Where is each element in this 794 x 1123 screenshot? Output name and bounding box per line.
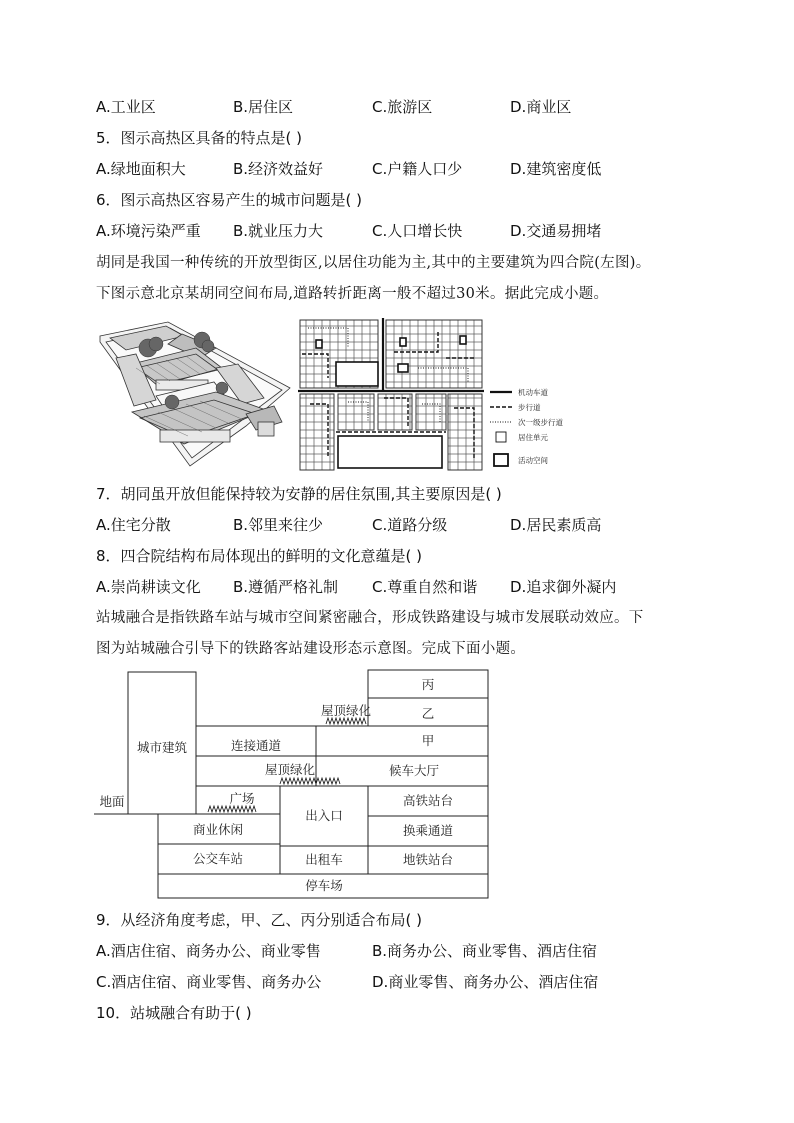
- q4-option-b: B.居住区: [233, 98, 294, 116]
- legend-motor-road: 机动车道: [518, 388, 548, 397]
- legend-residential-unit: 居住单元: [518, 433, 548, 442]
- label-waiting-hall: 候车大厅: [388, 763, 440, 778]
- q8-option-b: B.遵循严格礼制: [233, 578, 339, 596]
- q8-option-d: D.追求御外凝内: [510, 578, 617, 596]
- passage-station-line-1: 站城融合是指铁路车站与城市空间紧密融合，形成铁路建设与城市发展联动效应。下: [96, 610, 644, 626]
- q10-stem: 10．站城融合有助于( ): [96, 1004, 252, 1022]
- label-commercial: 商业休闲: [192, 822, 244, 837]
- label-parking: 停车场: [305, 878, 343, 893]
- q9-option-d: D.商业零售、商务办公、酒店住宿: [372, 973, 599, 991]
- label-transfer: 换乘通道: [402, 823, 454, 838]
- label-jia: 甲: [421, 733, 435, 748]
- label-city-building: 城市建筑: [136, 740, 188, 755]
- label-hsr-platform: 高铁站台: [402, 793, 454, 808]
- label-metro-platform: 地铁站台: [402, 852, 454, 867]
- q9-option-b: B.商务办公、商业零售、酒店住宿: [372, 942, 598, 960]
- legend-secondary-pedestrian: 次一级步行道: [518, 418, 563, 427]
- label-bus-station: 公交车站: [192, 851, 244, 866]
- q5-stem: 5．图示高热区具备的特点是( ): [96, 129, 303, 147]
- q7-option-a: A.住宅分散: [96, 516, 171, 534]
- q8-option-c: C.尊重自然和谐: [372, 578, 478, 596]
- q4-option-a: A.工业区: [96, 98, 156, 116]
- q8-stem: 8．四合院结构布局体现出的鲜明的文化意蕴是( ): [96, 547, 423, 565]
- q4-option-c: C.旅游区: [372, 98, 433, 116]
- label-roof-green-1: 屋顶绿化: [320, 703, 372, 718]
- legend-activity-space: 活动空间: [518, 456, 548, 465]
- q4-option-d: D.商业区: [510, 98, 572, 116]
- label-ground: 地面: [99, 794, 125, 809]
- q7-option-c: C.道路分级: [372, 516, 448, 534]
- q6-option-c: C.人口增长快: [372, 222, 463, 240]
- label-plaza: 广场: [229, 791, 255, 806]
- q9-option-a: A.酒店住宿、商务办公、商业零售: [96, 942, 321, 960]
- label-bing: 丙: [421, 677, 435, 692]
- q7-stem: 7．胡同虽开放但能保持较为安静的居住氛围,其主要原因是( ): [96, 485, 502, 503]
- q5-option-d: D.建筑密度低: [510, 160, 602, 178]
- station-city-diagram: [94, 668, 494, 900]
- q6-option-a: A.环境污染严重: [96, 222, 201, 240]
- label-entrance: 出入口: [305, 808, 343, 823]
- siheyuan-illustration: [96, 318, 292, 470]
- label-roof-green-2: 屋顶绿化: [264, 762, 316, 777]
- hutong-layout-map: [298, 318, 598, 474]
- q7-option-d: D.居民素质高: [510, 516, 602, 534]
- q5-option-b: B.经济效益好: [233, 160, 324, 178]
- q7-option-b: B.邻里来往少: [233, 516, 324, 534]
- q9-option-c: C.酒店住宿、商业零售、商务办公: [96, 973, 322, 991]
- q6-option-b: B.就业压力大: [233, 222, 324, 240]
- q8-option-a: A.崇尚耕读文化: [96, 578, 201, 596]
- passage-hutong-line-2: 下图示意北京某胡同空间布局,道路转折距离一般不超过30米。据此完成小题。: [96, 286, 609, 302]
- q5-option-c: C.户籍人口少: [372, 160, 463, 178]
- q6-stem: 6．图示高热区容易产生的城市问题是( ): [96, 191, 363, 209]
- legend-pedestrian: 步行道: [518, 403, 541, 412]
- passage-station-line-2: 图为站城融合引导下的铁路客站建设形态示意图。完成下面小题。: [96, 641, 526, 657]
- q6-option-d: D.交通易拥堵: [510, 222, 602, 240]
- passage-hutong-line-1: 胡同是我国一种传统的开放型街区,以居住功能为主,其中的主要建筑为四合院(左图)。: [96, 255, 651, 271]
- label-connect-passage: 连接通道: [230, 738, 282, 753]
- label-yi: 乙: [421, 706, 435, 721]
- q9-stem: 9．从经济角度考虑，甲、乙、丙分别适合布局( ): [96, 911, 423, 929]
- label-taxi: 出租车: [305, 852, 343, 867]
- q5-option-a: A.绿地面积大: [96, 160, 186, 178]
